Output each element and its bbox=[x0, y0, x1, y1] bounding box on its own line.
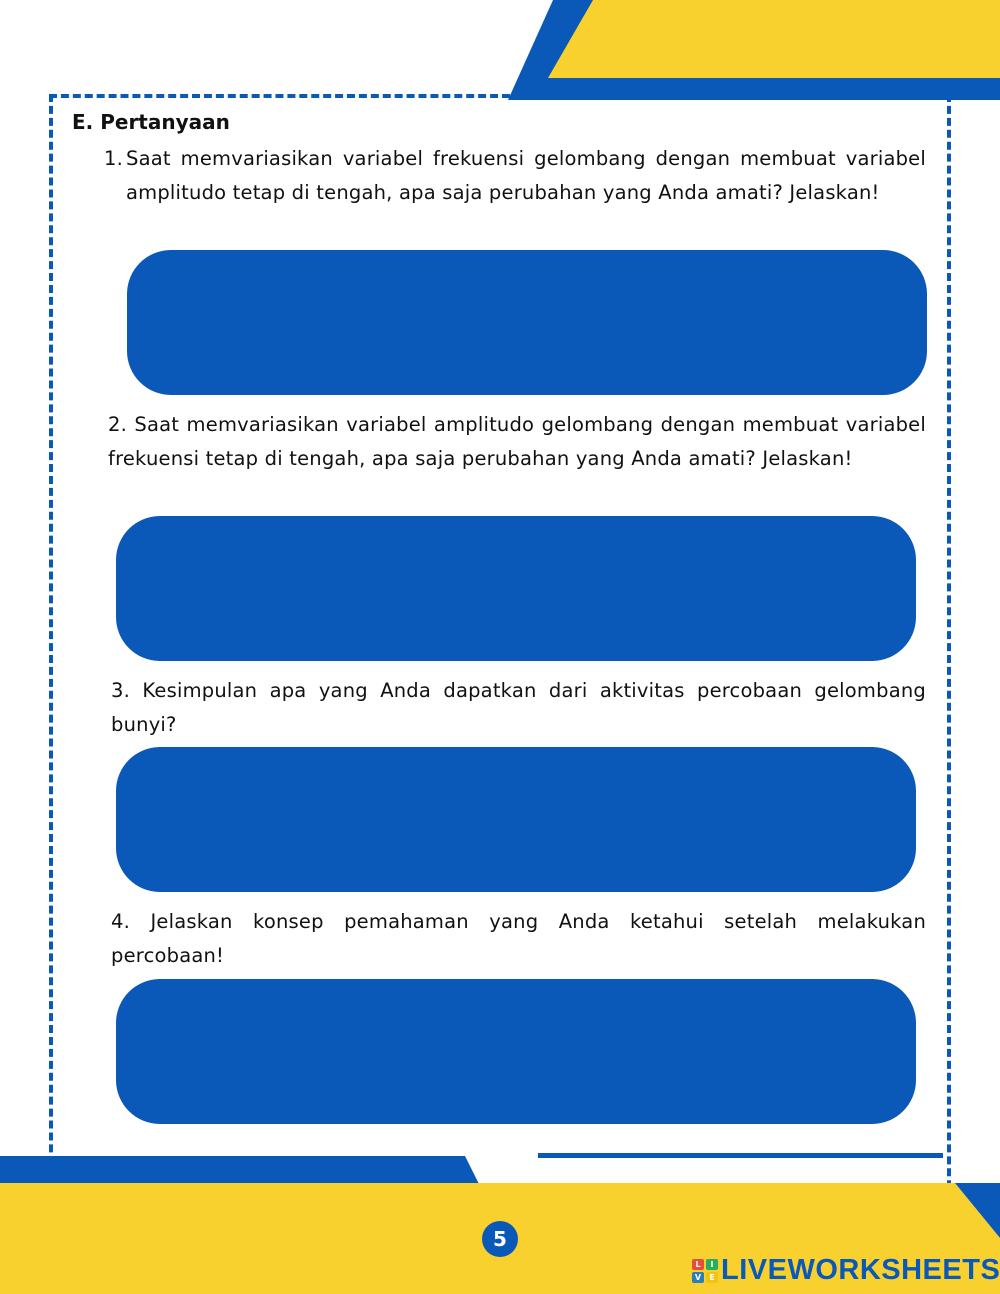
logo-tile-l: L bbox=[692, 1259, 704, 1270]
question-3-number: 3. bbox=[111, 679, 131, 702]
bottom-blue-line bbox=[538, 1153, 943, 1158]
question-1 bbox=[104, 142, 926, 210]
answer-box-3[interactable] bbox=[116, 747, 916, 892]
answer-box-1[interactable] bbox=[127, 250, 927, 395]
question-1-text: Saat memvariasikan variabel frekuensi gelombang dengan membuat variabel amplitudo tetap di tengah, apa saja perubahan yang Anda amati? Jelaskan! bbox=[126, 147, 926, 204]
logo-tile-v: V bbox=[692, 1272, 704, 1283]
question-2 bbox=[108, 408, 926, 476]
question-2-number: 2. bbox=[108, 413, 128, 436]
logo-tile-i: I bbox=[706, 1259, 718, 1270]
question-1-number: 1. bbox=[104, 147, 124, 170]
bottom-blue-decoration-left bbox=[0, 1156, 480, 1186]
top-yellow-decoration bbox=[548, 0, 1000, 78]
answer-box-2[interactable] bbox=[116, 516, 916, 661]
question-4-text: Jelaskan konsep pemahaman yang Anda ketahui setelah melakukan percobaan! bbox=[111, 910, 927, 967]
question-4-number: 4. bbox=[111, 910, 131, 933]
brand-name: LIVEWORKSHEETS bbox=[721, 1254, 1000, 1286]
page-number-badge: 5 bbox=[482, 1221, 518, 1257]
logo-tile-e: E bbox=[706, 1272, 718, 1283]
question-4 bbox=[111, 905, 926, 973]
liveworksheets-logo-icon bbox=[692, 1259, 718, 1283]
answer-box-4[interactable] bbox=[116, 979, 916, 1124]
question-3-text: Kesimpulan apa yang Anda dapatkan dari aktivitas percobaan gelombang bunyi? bbox=[111, 679, 926, 736]
liveworksheets-brand bbox=[692, 1254, 1000, 1287]
section-heading: E. Pertanyaan bbox=[72, 110, 230, 134]
question-3 bbox=[111, 674, 926, 742]
question-2-text: Saat memvariasikan variabel amplitudo gelombang dengan membuat variabel frekuensi tetap di tengah, apa saja perubahan yang Anda amati? Jelaskan! bbox=[108, 413, 926, 470]
